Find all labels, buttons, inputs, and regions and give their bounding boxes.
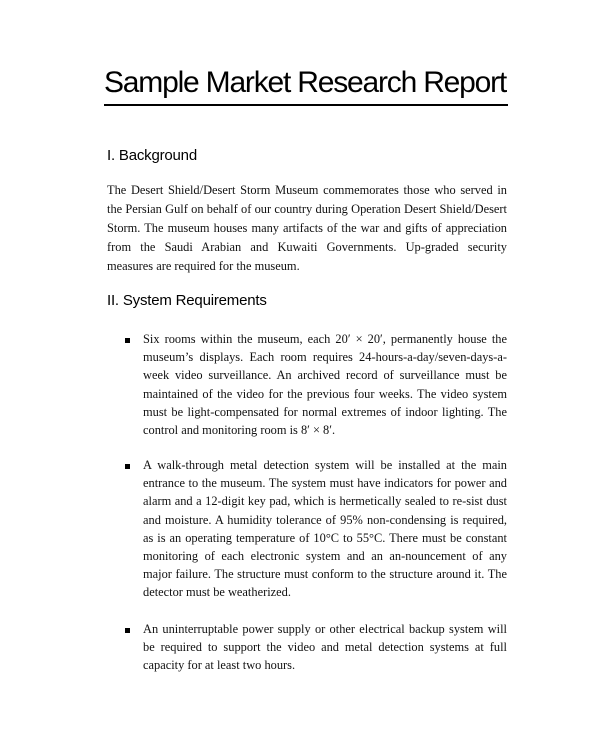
bullet-marker <box>125 338 130 343</box>
section-heading-background: I. Background <box>107 147 197 164</box>
background-paragraph: The Desert Shield/Desert Storm Museum commemorates those who served in the Persian Gulf on behalf of our country during Operation Desert Shield/Desert Storm. The museum houses many artifacts of the war and gifts of appreciation from the Saudi Arabian and Kuwaiti Governments. Up-graded security measures are required for the museum. <box>107 183 507 274</box>
bullet-marker <box>125 628 130 633</box>
list-item: A walk-through metal detection system will be installed at the main entrance to the museum. The system must have indicators for power and alarm and a 12-digit key pad, which is hermetically sealed to re-sist dust and moisture. A humidity tolerance of 95% non-condensing is required, as is an operating temperature of 10°C to 55°C. There must be constant monitoring of each electronic system and an an-nouncement of any major failure. The structure must conform to the structure around it. The detector must be weatherized. <box>143 458 507 600</box>
title-underline <box>104 104 508 106</box>
list-item: An uninterruptable power supply or other electrical backup system will be required to support the video and metal detection systems at full capacity for at least two hours. <box>143 622 507 673</box>
page-title: Sample Market Research Report <box>104 66 507 99</box>
bullet-marker <box>125 464 130 469</box>
section-heading-system-requirements: II. System Requirements <box>107 292 267 309</box>
list-item: Six rooms within the museum, each 20′ × 20′, permanently house the museum’s displays. Each room requires 24-hours-a-day/seven-days-a-week video surveillance. An archived record of surveillance must be maintained of the video for the previous four weeks. The video system must be light-compensated for normal extremes of indoor lighting. The control and monitoring room is 8′ × 8′. <box>143 332 507 438</box>
